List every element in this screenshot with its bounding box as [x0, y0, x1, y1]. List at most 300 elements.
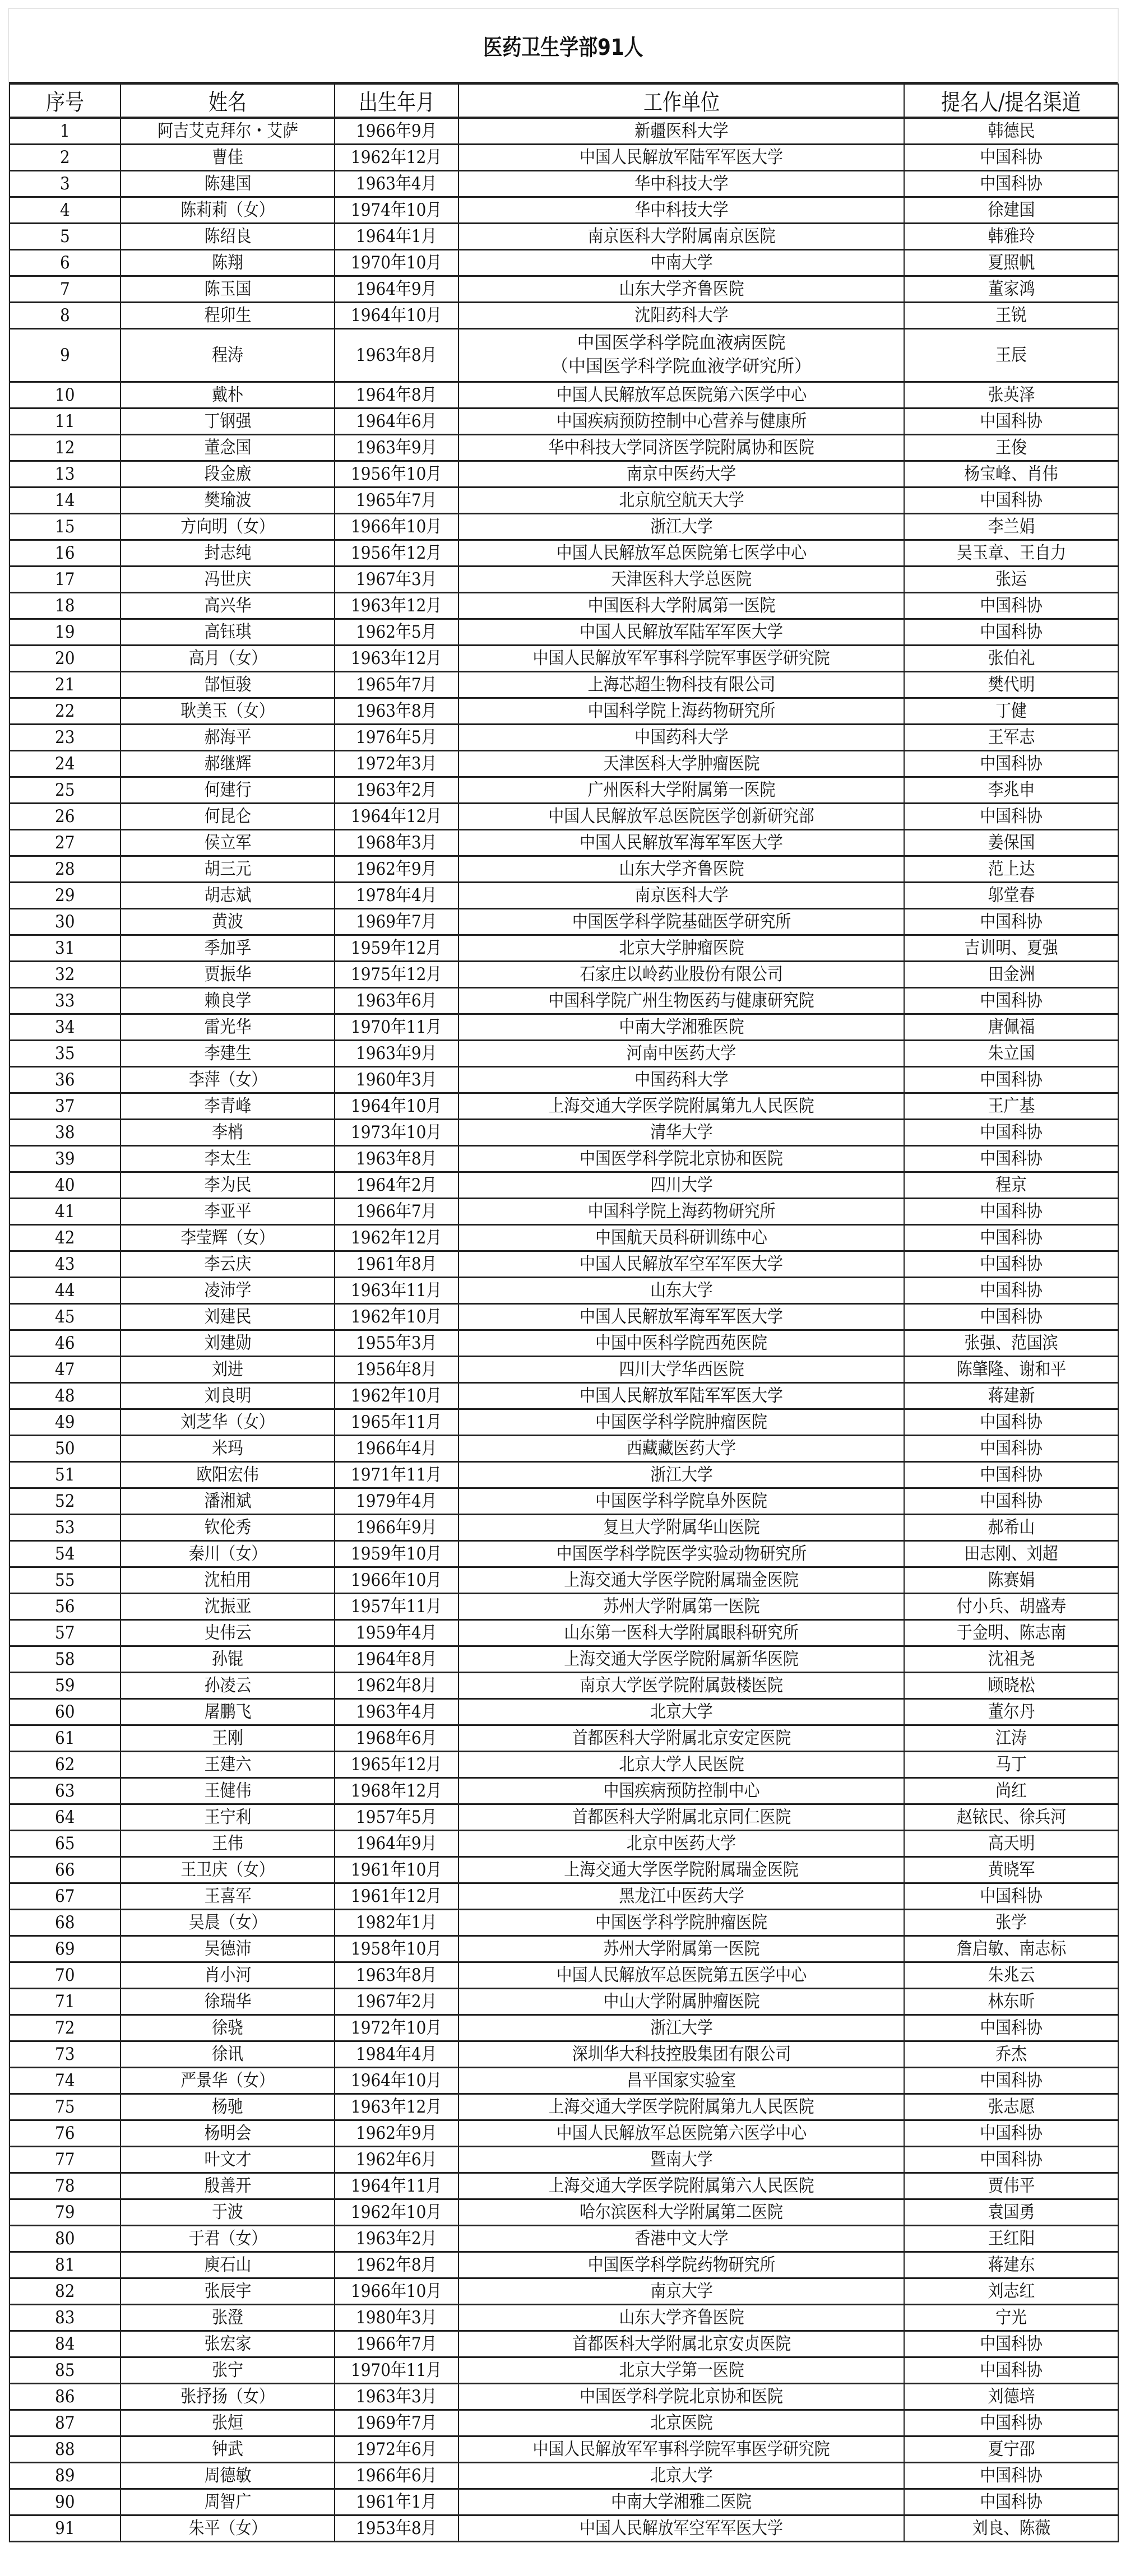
- cell-nominator-text: 蒋建新: [988, 1385, 1035, 1406]
- cell-no-text: 15: [55, 516, 75, 537]
- cell-name-text: 程卯生: [204, 305, 251, 326]
- cell-name-text: 叶文才: [204, 2149, 251, 2170]
- cell-birth-text: 1961年1月: [356, 2491, 437, 2512]
- cell-birth: [335, 1673, 458, 1699]
- cell-nominator-text: 中国科协: [980, 1306, 1043, 1327]
- table-row: [10, 777, 1118, 804]
- cell-no: [10, 883, 121, 909]
- cell-no: [10, 698, 121, 725]
- cell-unit-text: 广州医科大学附属第一医院: [587, 779, 775, 800]
- cell-no: [10, 1962, 121, 1989]
- cell-no-text: 87: [55, 2412, 75, 2433]
- cell-birth-text: 1962年10月: [351, 1306, 442, 1327]
- cell-name: [121, 145, 335, 171]
- cell-nominator-text: 中国科协: [980, 2149, 1043, 2170]
- cell-name-text: 陈玉国: [204, 279, 251, 299]
- cell-nominator-text: 中国科协: [980, 2333, 1043, 2354]
- cell-no: [10, 329, 121, 382]
- cell-no-text: 47: [55, 1359, 75, 1380]
- cell-birth: [335, 540, 458, 567]
- cell-name-text: 王卫庆（女）: [180, 1859, 275, 1880]
- cell-no-text: 63: [55, 1780, 75, 1801]
- table-row: [10, 1515, 1118, 1541]
- cell-no-text: 22: [55, 700, 75, 721]
- cell-no: [10, 1462, 121, 1488]
- cell-nominator-text: 邬堂春: [988, 885, 1035, 906]
- cell-birth-text: 1963年12月: [351, 2096, 442, 2117]
- table-row: [10, 751, 1118, 777]
- cell-no-text: 6: [60, 252, 70, 273]
- table-row: [10, 646, 1118, 672]
- table-row: [10, 1172, 1118, 1199]
- cell-no-text: 90: [55, 2491, 75, 2512]
- table-row: [10, 2305, 1118, 2331]
- cell-no: [10, 1041, 121, 1067]
- cell-no: [10, 2120, 121, 2147]
- cell-nominator: [904, 2147, 1118, 2173]
- cell-nominator-text: 朱立国: [988, 1043, 1035, 1064]
- table-row: [10, 461, 1118, 488]
- cell-name: [121, 1093, 335, 1120]
- cell-name-text: 沈振亚: [204, 1596, 251, 1617]
- cell-nominator-text: 郝希山: [988, 1517, 1035, 1538]
- cell-name-text: 程涛: [212, 345, 243, 365]
- cell-unit-text: 北京大学肿瘤医院: [618, 937, 744, 958]
- cell-nominator: [904, 988, 1118, 1014]
- cell-name: [121, 540, 335, 567]
- cell-unit-text: 西藏藏医药大学: [626, 1438, 736, 1459]
- cell-unit: [458, 1067, 904, 1093]
- cell-unit-text: 中国人民解放军军事科学院军事医学研究院: [532, 2439, 830, 2459]
- cell-birth: [335, 2173, 458, 2199]
- cell-nominator: [904, 1804, 1118, 1831]
- cell-nominator-text: 中国科协: [980, 595, 1043, 616]
- table-row: [10, 1120, 1118, 1146]
- cell-unit: [458, 2147, 904, 2173]
- cell-name-text: 刘良明: [204, 1385, 251, 1406]
- cell-unit-text: 山东第一医科大学附属眼科研究所: [564, 1622, 799, 1643]
- table-body: [10, 118, 1118, 2542]
- cell-unit-text: 中国医学科学院北京协和医院: [580, 2386, 783, 2407]
- cell-name-text: 吴德沛: [204, 1938, 251, 1959]
- cell-birth-text: 1959年12月: [351, 937, 442, 958]
- cell-name: [121, 171, 335, 197]
- cell-name: [121, 2094, 335, 2120]
- cell-unit: [458, 1989, 904, 2015]
- cell-birth-text: 1966年10月: [351, 1570, 442, 1590]
- cell-unit-text: 首都医科大学附属北京安贞医院: [572, 2333, 791, 2354]
- cell-no: [10, 461, 121, 488]
- cell-unit-text: 山东大学齐鲁医院: [618, 279, 744, 299]
- cell-no-text: 60: [55, 1701, 75, 1722]
- cell-no-text: 7: [60, 279, 70, 299]
- cell-name-text: 陈建国: [204, 173, 251, 194]
- cell-name-text: 黄波: [212, 911, 243, 932]
- cell-birth-text: 1969年7月: [356, 911, 437, 932]
- table-row: [10, 329, 1118, 382]
- cell-birth: [335, 1541, 458, 1567]
- cell-unit-text: 中国人民解放军陆军军医大学: [580, 1385, 783, 1406]
- cell-birth-text: 1964年12月: [351, 806, 442, 827]
- cell-no-text: 11: [55, 411, 75, 431]
- cell-nominator: [904, 1172, 1118, 1199]
- cell-name: [121, 2252, 335, 2278]
- cell-birth-text: 1970年11月: [351, 1017, 442, 1037]
- cell-name-text: 张宏家: [204, 2333, 251, 2354]
- cell-no-text: 67: [55, 1886, 75, 1906]
- cell-no-text: 34: [55, 1017, 75, 1037]
- cell-no: [10, 382, 121, 409]
- cell-birth-text: 1970年11月: [351, 2360, 442, 2380]
- cell-birth: [335, 1067, 458, 1093]
- cell-unit: [458, 2436, 904, 2463]
- cell-birth: [335, 619, 458, 646]
- cell-name: [121, 567, 335, 593]
- table-row: [10, 909, 1118, 935]
- cell-unit-text: 中国人民解放军总医院第六医学中心: [556, 2123, 807, 2143]
- cell-nominator-text: 江涛: [995, 1728, 1027, 1748]
- cell-name: [121, 2226, 335, 2252]
- cell-unit: [458, 1515, 904, 1541]
- cell-no-text: 5: [60, 226, 70, 247]
- table-row: [10, 2515, 1118, 2542]
- cell-birth: [335, 988, 458, 1014]
- cell-birth: [335, 1199, 458, 1225]
- cell-name: [121, 488, 335, 514]
- cell-unit-text: 中南大学湘雅医院: [618, 1017, 744, 1037]
- cell-nominator-text: 张学: [995, 1912, 1027, 1933]
- cell-unit-text: 上海交通大学医学院附属新华医院: [564, 1649, 799, 1669]
- cell-unit-text: 天津医科大学肿瘤医院: [603, 753, 759, 774]
- cell-name: [121, 1620, 335, 1646]
- cell-birth: [335, 2515, 458, 2542]
- cell-no-text: 39: [55, 1148, 75, 1169]
- cell-name: [121, 1594, 335, 1620]
- cell-name: [121, 2173, 335, 2199]
- table-row: [10, 1567, 1118, 1594]
- cell-no-text: 43: [55, 1254, 75, 1274]
- cell-nominator: [904, 276, 1118, 303]
- cell-nominator: [904, 1778, 1118, 1804]
- cell-no-text: 84: [55, 2333, 75, 2354]
- cell-nominator-text: 中国科协: [980, 1201, 1043, 1222]
- cell-no: [10, 856, 121, 883]
- cell-no: [10, 409, 121, 435]
- cell-nominator-text: 中国科协: [980, 806, 1043, 827]
- cell-unit-text: 沈阳药科大学: [634, 305, 729, 326]
- cell-name-text: 张澄: [212, 2307, 243, 2328]
- cell-nominator-text: 樊代明: [988, 674, 1035, 695]
- cell-name-text: 方向明（女）: [180, 516, 275, 537]
- cell-unit: [458, 1567, 904, 1594]
- cell-no-text: 71: [55, 1991, 75, 2012]
- cell-birth: [335, 1699, 458, 1725]
- cell-birth-text: 1960年3月: [356, 1069, 437, 1090]
- cell-name: [121, 1462, 335, 1488]
- cell-name-text: 段金廒: [204, 463, 251, 484]
- cell-birth-text: 1962年6月: [356, 2149, 437, 2170]
- cell-birth: [335, 1041, 458, 1067]
- cell-no: [10, 1278, 121, 1304]
- cell-name-text: 王宁利: [204, 1807, 251, 1827]
- cell-birth: [335, 751, 458, 777]
- table-row: [10, 1146, 1118, 1172]
- cell-unit-text: 山东大学齐鲁医院: [618, 858, 744, 879]
- cell-name: [121, 856, 335, 883]
- table-row: [10, 1699, 1118, 1725]
- cell-name: [121, 2515, 335, 2542]
- cell-name: [121, 1278, 335, 1304]
- cell-birth: [335, 1304, 458, 1330]
- table-row: [10, 171, 1118, 197]
- cell-unit-text: 北京大学: [650, 1701, 713, 1722]
- cell-nominator-text: 袁国勇: [988, 2202, 1035, 2222]
- table-row: [10, 2199, 1118, 2226]
- cell-no: [10, 1515, 121, 1541]
- cell-nominator: [904, 224, 1118, 250]
- cell-nominator: [904, 2384, 1118, 2410]
- cell-no: [10, 2094, 121, 2120]
- cell-nominator: [904, 2173, 1118, 2199]
- table-row: [10, 1857, 1118, 1883]
- cell-unit: [458, 1199, 904, 1225]
- cell-unit-text: 浙江大学: [650, 1464, 713, 1485]
- cell-no: [10, 1594, 121, 1620]
- cell-unit: [458, 1225, 904, 1251]
- cell-nominator: [904, 1462, 1118, 1488]
- cell-name: [121, 2147, 335, 2173]
- cell-nominator: [904, 1594, 1118, 1620]
- cell-name-text: 李青峰: [204, 1096, 251, 1116]
- cell-nominator: [904, 2252, 1118, 2278]
- cell-nominator-text: 中国科协: [980, 911, 1043, 932]
- cell-birth: [335, 1409, 458, 1436]
- cell-nominator: [904, 145, 1118, 171]
- cell-birth: [335, 1462, 458, 1488]
- table-row: [10, 145, 1118, 171]
- cell-birth-text: 1963年9月: [356, 437, 437, 458]
- cell-birth-text: 1955年3月: [356, 1333, 437, 1353]
- cell-name: [121, 1962, 335, 1989]
- cell-birth-text: 1959年4月: [356, 1622, 437, 1643]
- table-row: [10, 118, 1118, 145]
- cell-name-text: 贾振华: [204, 964, 251, 985]
- cell-no-text: 37: [55, 1096, 75, 1116]
- cell-no-text: 32: [55, 964, 75, 985]
- cell-birth-text: 1963年2月: [356, 2228, 437, 2249]
- table-row: [10, 1225, 1118, 1251]
- cell-name: [121, 2436, 335, 2463]
- cell-nominator-text: 吉训明、夏强: [964, 937, 1058, 958]
- cell-nominator: [904, 1278, 1118, 1304]
- cell-birth: [335, 804, 458, 830]
- cell-no: [10, 751, 121, 777]
- cell-nominator-text: 中国科协: [980, 1886, 1043, 1906]
- cell-no: [10, 646, 121, 672]
- cell-nominator: [904, 1383, 1118, 1409]
- cell-birth: [335, 2463, 458, 2489]
- cell-nominator-text: 沈祖尧: [988, 1649, 1035, 1669]
- cell-unit: [458, 276, 904, 303]
- cell-no-text: 72: [55, 2017, 75, 2038]
- cell-nominator-text: 中国科协: [980, 621, 1043, 642]
- table-row: [10, 1541, 1118, 1567]
- cell-unit-text: 中国疾病预防控制中心: [603, 1780, 759, 1801]
- cell-unit-text: 苏州大学附属第一医院: [603, 1938, 759, 1959]
- cell-name: [121, 1883, 335, 1910]
- cell-unit: [458, 1910, 904, 1936]
- cell-unit-text: 首都医科大学附属北京安定医院: [572, 1728, 791, 1748]
- table-row: [10, 1383, 1118, 1409]
- cell-unit: [458, 1804, 904, 1831]
- cell-birth: [335, 1146, 458, 1172]
- cell-no: [10, 2305, 121, 2331]
- column-header-unit: 工作单位: [458, 84, 904, 118]
- cell-unit-text: 河南中医药大学: [626, 1043, 736, 1064]
- cell-no-text: 83: [55, 2307, 75, 2328]
- cell-unit-text: 山东大学: [650, 1280, 713, 1301]
- cell-unit-text: 中国医学科学院肿瘤医院: [595, 1912, 767, 1933]
- cell-birth: [335, 1778, 458, 1804]
- table-row: [10, 1067, 1118, 1093]
- cell-unit: [458, 2173, 904, 2199]
- cell-unit: [458, 2015, 904, 2041]
- cell-birth: [335, 856, 458, 883]
- cell-unit-text: 上海交通大学医学院附属瑞金医院: [564, 1570, 799, 1590]
- cell-birth: [335, 514, 458, 540]
- cell-name: [121, 2410, 335, 2436]
- column-header-birth: 出生年月: [335, 84, 458, 118]
- cell-nominator: [904, 777, 1118, 804]
- table-row: [10, 1725, 1118, 1752]
- cell-nominator-text: 张强、范国滨: [964, 1333, 1058, 1353]
- cell-no: [10, 1383, 121, 1409]
- cell-unit: [458, 1620, 904, 1646]
- cell-unit-text: 中国医学科学院阜外医院: [595, 1491, 767, 1511]
- cell-birth-text: 1974年10月: [351, 199, 442, 220]
- cell-nominator-text: 中国科协: [980, 2017, 1043, 2038]
- cell-no-text: 35: [55, 1043, 75, 1064]
- cell-no-text: 55: [55, 1570, 75, 1590]
- cell-nominator-text: 中国科协: [980, 490, 1043, 510]
- cell-birth: [335, 435, 458, 461]
- cell-nominator: [904, 725, 1118, 751]
- cell-unit-text: 暨南大学: [650, 2149, 713, 2170]
- cell-nominator-text: 夏照帆: [988, 252, 1035, 273]
- cell-name-text: 李梢: [212, 1122, 243, 1143]
- cell-no: [10, 1093, 121, 1120]
- cell-unit: [458, 250, 904, 276]
- cell-no: [10, 619, 121, 646]
- cell-birth-text: 1956年8月: [356, 1359, 437, 1380]
- cell-nominator: [904, 329, 1118, 382]
- cell-nominator-text: 张英泽: [988, 384, 1035, 405]
- cell-no: [10, 804, 121, 830]
- cell-no: [10, 2463, 121, 2489]
- cell-no: [10, 1146, 121, 1172]
- cell-nominator: [904, 1357, 1118, 1383]
- cell-unit-text: 中国人民解放军陆军军医大学: [580, 147, 783, 168]
- cell-no-text: 80: [55, 2228, 75, 2249]
- cell-birth-text: 1964年10月: [351, 305, 442, 326]
- cell-nominator-text: 宁光: [995, 2307, 1027, 2328]
- cell-birth-text: 1963年12月: [351, 648, 442, 669]
- table-row: [10, 250, 1118, 276]
- cell-unit-text: 天津医科大学总医院: [610, 569, 752, 590]
- cell-unit-text: 清华大学: [650, 1122, 713, 1143]
- cell-nominator: [904, 2489, 1118, 2515]
- cell-name-text: 徐骁: [212, 2017, 243, 2038]
- cell-name-text: 雷光华: [204, 1017, 251, 1037]
- cell-no: [10, 1251, 121, 1278]
- cell-birth-text: 1966年7月: [356, 2333, 437, 2354]
- table-row: [10, 1488, 1118, 1515]
- table-row: [10, 2147, 1118, 2173]
- cell-nominator: [904, 856, 1118, 883]
- cell-unit-text: 中国医学科学院肿瘤医院: [595, 1412, 767, 1432]
- cell-no: [10, 276, 121, 303]
- cell-no-text: 45: [55, 1306, 75, 1327]
- cell-birth: [335, 1278, 458, 1304]
- cell-birth-text: 1966年6月: [356, 2465, 437, 2486]
- cell-no-text: 64: [55, 1807, 75, 1827]
- cell-birth-text: 1966年10月: [351, 516, 442, 537]
- cell-nominator-text: 中国科协: [980, 753, 1043, 774]
- cell-name-text: 于波: [212, 2202, 243, 2222]
- table-row: [10, 2173, 1118, 2199]
- table-row: [10, 2357, 1118, 2384]
- cell-unit-text: 中国医学科学院北京协和医院: [580, 1148, 783, 1169]
- cell-unit: [458, 2331, 904, 2357]
- cell-birth-text: 1968年3月: [356, 832, 437, 853]
- cell-nominator: [904, 2094, 1118, 2120]
- cell-nominator-text: 中国科协: [980, 1122, 1043, 1143]
- cell-unit: [458, 856, 904, 883]
- cell-nominator-text: 中国科协: [980, 2465, 1043, 2486]
- cell-no: [10, 1699, 121, 1725]
- cell-name: [121, 224, 335, 250]
- cell-name-text: 李云庆: [204, 1254, 251, 1274]
- cell-no-text: 66: [55, 1859, 75, 1880]
- cell-name: [121, 1225, 335, 1251]
- cell-unit-text: 中国药科大学: [634, 727, 729, 748]
- cell-unit-text: 中国医学科学院药物研究所: [587, 2254, 775, 2275]
- cell-no: [10, 250, 121, 276]
- table-row: [10, 1962, 1118, 1989]
- cell-unit: [458, 804, 904, 830]
- cell-nominator-text: 田金洲: [988, 964, 1035, 985]
- cell-name-text: 肖小河: [204, 1965, 251, 1985]
- cell-birth: [335, 2226, 458, 2252]
- cell-nominator: [904, 567, 1118, 593]
- cell-unit: [458, 935, 904, 962]
- cell-no: [10, 2489, 121, 2515]
- cell-nominator: [904, 171, 1118, 197]
- cell-name-text: 侯立军: [204, 832, 251, 853]
- table-row: [10, 1989, 1118, 2015]
- cell-name-text: 耿美玉（女）: [180, 700, 275, 721]
- cell-birth: [335, 1515, 458, 1541]
- cell-unit: [458, 1041, 904, 1067]
- cell-no: [10, 593, 121, 619]
- cell-birth: [335, 962, 458, 988]
- table-row: [10, 1304, 1118, 1330]
- cell-no-text: 30: [55, 911, 75, 932]
- cell-name: [121, 2015, 335, 2041]
- cell-no: [10, 171, 121, 197]
- cell-name: [121, 935, 335, 962]
- cell-nominator-text: 中国科协: [980, 1464, 1043, 1485]
